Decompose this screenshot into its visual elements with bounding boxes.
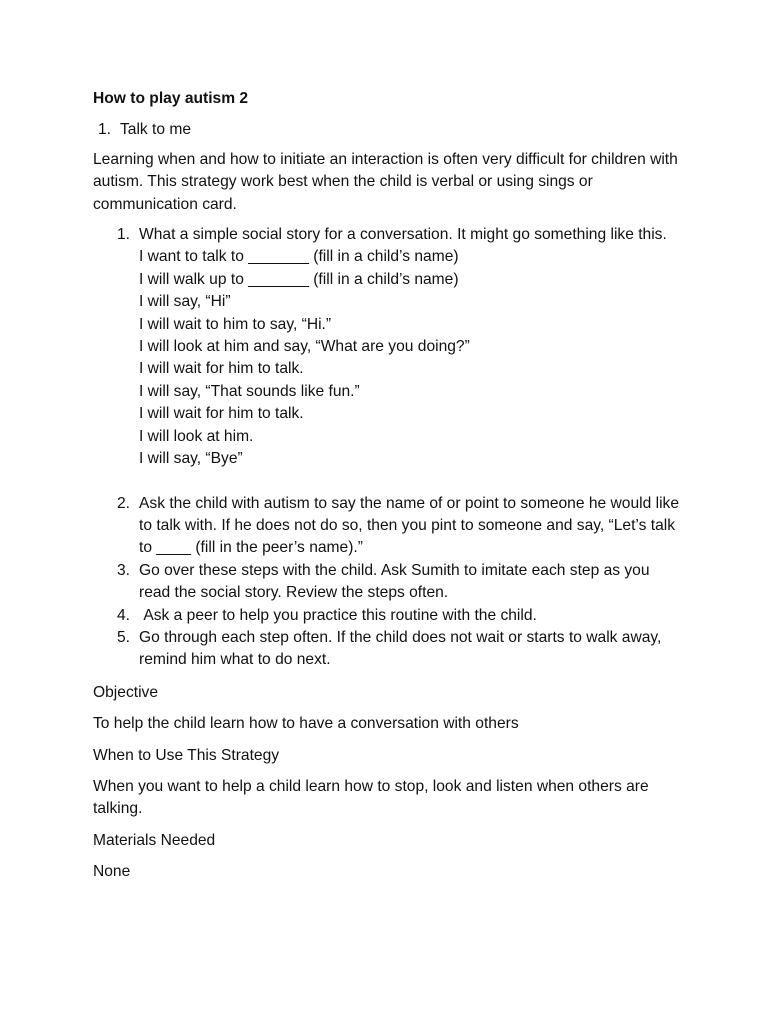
step-number: 1. <box>117 226 131 244</box>
story-line: I will look at him. <box>139 427 254 445</box>
step-text: Go through each step often. If the child does not wait or starts to walk away, remind him what to do next. <box>139 628 662 669</box>
step-text: What a simple social story for a conversation. It might go something like this. <box>139 226 667 244</box>
materials-text: None <box>93 863 131 881</box>
story-line: I will walk up to _______ (fill in a child’s name) <box>139 270 459 288</box>
step-number: 5. <box>117 628 131 646</box>
list-number: 1. <box>98 121 112 139</box>
step-item <box>93 224 683 492</box>
story-line: I want to talk to _______ (fill in a child’s name) <box>139 248 459 266</box>
list-item-talk-to-me <box>93 119 683 141</box>
story-line: I will look at him and say, “What are you doing?” <box>139 338 470 356</box>
steps-list <box>93 224 683 672</box>
step-number: 4. <box>117 606 131 624</box>
intro-paragraph: Learning when and how to initiate an interaction is often very difficult for children with autism. This strategy work best when the child is verbal or using sings or communication card. <box>93 150 678 213</box>
step-item <box>93 493 683 560</box>
objective-heading: Objective <box>93 683 159 701</box>
step-item <box>93 560 683 605</box>
step-item <box>93 605 683 627</box>
story-line: I will say, “That sounds like fun.” <box>139 382 360 400</box>
document-body <box>93 88 683 893</box>
materials-heading: Materials Needed <box>93 831 216 849</box>
story-line: I will say, “Hi” <box>139 293 231 311</box>
story-line: I will wait to him to say, “Hi.” <box>139 315 332 333</box>
step-item <box>93 627 683 672</box>
objective-text: To help the child learn how to have a conversation with others <box>93 715 519 733</box>
step-text: Go over these steps with the child. Ask Sumith to imitate each step as you read the social story. Review the steps often. <box>139 561 650 602</box>
step-number: 2. <box>117 494 131 512</box>
list-item-text: Talk to me <box>120 121 192 139</box>
when-heading: When to Use This Strategy <box>93 746 280 764</box>
story-line: I will wait for him to talk. <box>139 405 304 423</box>
story-line: I will say, “Bye” <box>139 450 243 468</box>
story-line: I will wait for him to talk. <box>139 360 304 378</box>
blank-line <box>139 471 683 493</box>
step-number: 3. <box>117 561 131 579</box>
document-title: How to play autism 2 <box>93 90 249 107</box>
step-text: Ask the child with autism to say the name of or point to someone he would like to talk with. If he does not do so, then you pint to someone and say, “Let’s talk to ____ (fill in the peer’s name).” <box>139 494 680 557</box>
top-numbered-list <box>93 119 683 141</box>
step-text: Ask a peer to help you practice this routine with the child. <box>139 606 537 624</box>
when-text: When you want to help a child learn how to stop, look and listen when others are talking. <box>93 777 649 818</box>
